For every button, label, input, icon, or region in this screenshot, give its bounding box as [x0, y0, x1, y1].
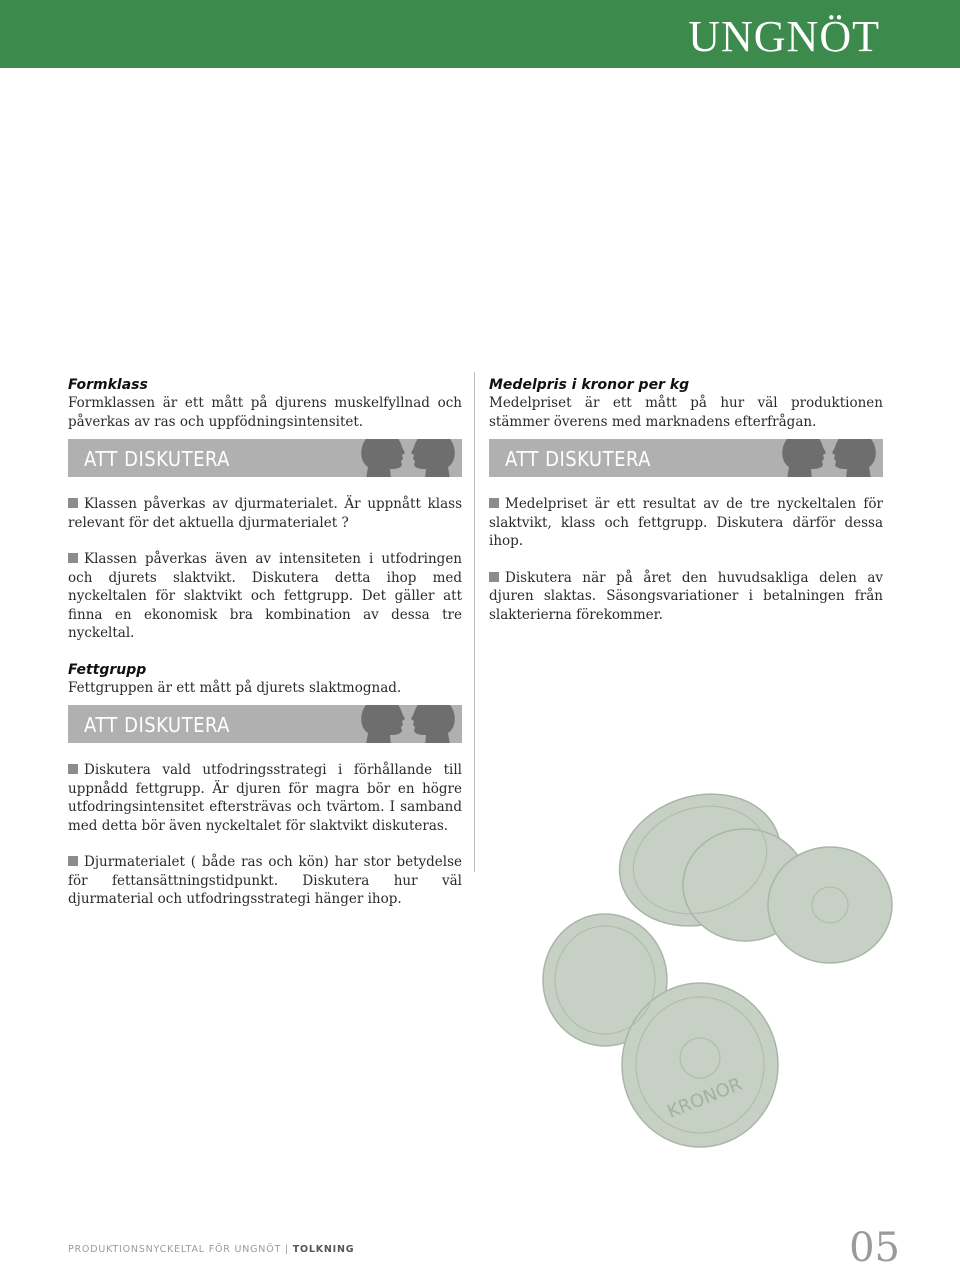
formklass-text: Formklassen är ett mått på djurens muskelfyllnad och påverkas av ras och uppfödningsintensitet.	[68, 395, 462, 430]
bullet-text: Djurmaterialet ( både ras och kön) har stor betydelse för fettansättningstidpunkt. Diskutera hur väl djurmaterial och utfodringsstrategi hänger ihop.	[68, 854, 462, 907]
medelpris-title: Medelpris i kronor per kg	[489, 377, 690, 393]
page-number: 05	[849, 1225, 900, 1271]
discuss-label: ATT DISKUTERA	[84, 447, 230, 471]
talking-heads-icon	[779, 439, 879, 477]
discuss-bar	[68, 705, 462, 743]
discuss-bar	[489, 439, 883, 477]
medelpris-section	[489, 376, 883, 624]
bullet-square-icon	[68, 764, 78, 774]
talking-heads-icon	[358, 705, 458, 743]
bullet-square-icon	[489, 498, 499, 508]
formklass-title: Formklass	[68, 377, 148, 393]
bullet-item	[489, 495, 883, 551]
bullet-square-icon	[68, 553, 78, 563]
discuss-label: ATT DISKUTERA	[505, 447, 651, 471]
column-divider	[474, 372, 475, 872]
bullet-item	[68, 495, 462, 532]
bullet-text: Diskutera vald utfodringsstrategi i förhållande till uppnådd fettgrupp. Är djuren för magra bör en högre utfodringsintensitet eftersträvas och tvärtom. I samband med detta bör även nyckeltalet för slaktvikt diskuteras.	[68, 762, 462, 834]
page-title: UNGNÖT	[688, 12, 880, 61]
left-column	[68, 376, 462, 927]
discuss-label: ATT DISKUTERA	[84, 713, 230, 737]
footer-text	[68, 1244, 354, 1255]
bullet-text: Klassen påverkas av djurmaterialet. Är uppnått klass relevant för det aktuella djurmaterialet ?	[68, 496, 462, 531]
right-column	[489, 376, 883, 642]
talking-heads-icon	[358, 439, 458, 477]
bullet-item	[68, 550, 462, 643]
bullet-text: Klassen påverkas även av intensiteten i utfodringen och djurets slaktvikt. Diskutera detta ihop med nyckeltalen för slaktvikt och fettgrupp. Det gäller att finna en ekonomisk bra kombination av dessa tre nyckeltal.	[68, 551, 462, 641]
formklass-section	[68, 376, 462, 643]
footer-document-label: PRODUKTIONSNYCKELTAL FÖR UNGNÖT |	[68, 1244, 289, 1255]
coins-illustration	[530, 790, 910, 1150]
header-bar	[0, 0, 960, 68]
fettgrupp-text: Fettgruppen är ett mått på djurets slaktmognad.	[68, 679, 402, 696]
bullet-item	[489, 569, 883, 625]
bullet-text: Medelpriset är ett resultat av de tre nyckeltalen för slaktvikt, klass och fettgrupp. Diskutera därför dessa ihop.	[489, 496, 883, 549]
bullet-item	[68, 853, 462, 909]
discuss-bar	[68, 439, 462, 477]
medelpris-text: Medelpriset är ett mått på hur väl produktionen stämmer överens med marknadens efterfrågan.	[489, 395, 883, 430]
bullet-square-icon	[489, 572, 499, 582]
bullet-square-icon	[68, 498, 78, 508]
fettgrupp-section	[68, 661, 462, 909]
bullet-item	[68, 761, 462, 835]
bullet-square-icon	[68, 856, 78, 866]
bullet-text: Diskutera när på året den huvudsakliga delen av djuren slaktas. Säsongsvariationer i betalningen från slakterierna förekommer.	[489, 569, 883, 623]
footer-section-label: TOLKNING	[292, 1244, 355, 1255]
fettgrupp-title: Fettgrupp	[68, 661, 147, 678]
coin-text: KRONOR	[664, 1073, 746, 1123]
